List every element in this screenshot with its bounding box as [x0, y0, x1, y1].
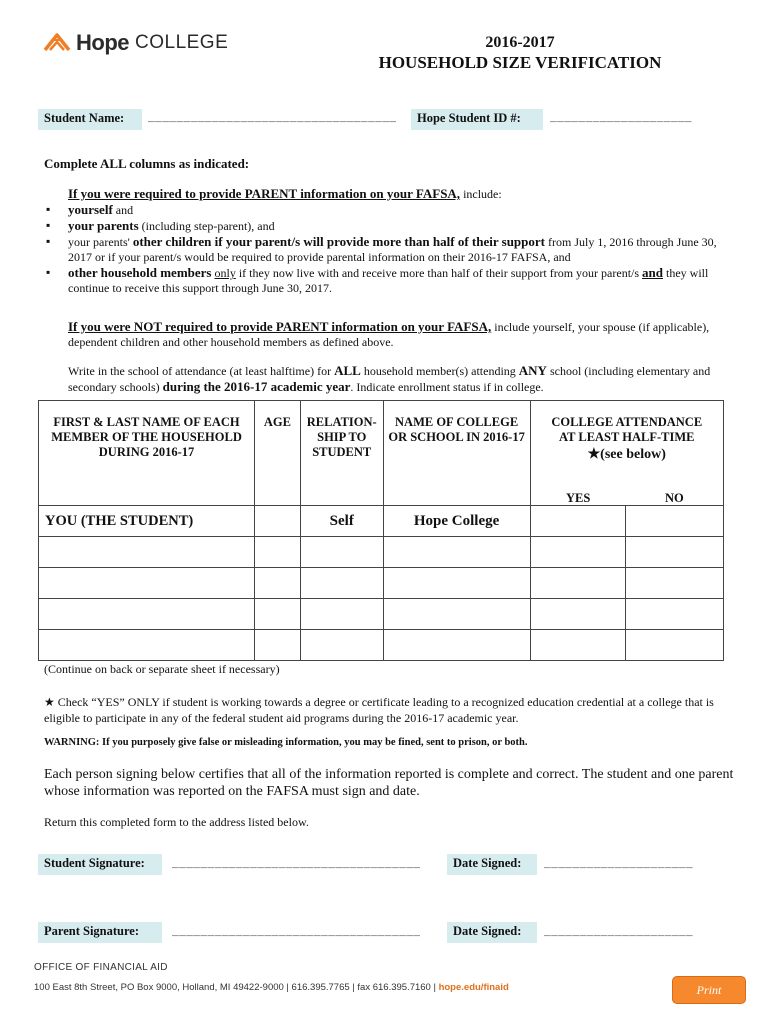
- parent-section: [68, 186, 728, 296]
- finaid-link[interactable]: hope.edu/finaid: [438, 982, 509, 993]
- member-college-cell[interactable]: [383, 568, 530, 599]
- logo-word-college: COLLEGE: [135, 32, 229, 53]
- check-yes-note: ★ Check “YES” ONLY if student is working towards a degree or certificate leading to a recognized education credential at a college that is eligible to participate in any of the federal student aid programs during the 2016-17 academic year.: [44, 695, 714, 725]
- member-relationship-cell[interactable]: [300, 537, 383, 568]
- return-text: Return this completed form to the address listed below.: [44, 815, 309, 829]
- row-student-name: YOU (THE STUDENT): [39, 506, 255, 537]
- bullet-other-children: ▪ your parents' other children if your parent/s will provide more than half of their support from July 1, 2016 through June 30, 2017 or if your parent/s would be required to provide parental information on their 2016-17 FAFSA, and: [46, 234, 728, 265]
- household-table: [38, 400, 724, 661]
- bullet-parents: ▪ your parents (including step-parent), and: [46, 218, 728, 234]
- header-attendance: [530, 401, 724, 506]
- member-name-cell[interactable]: [39, 630, 255, 661]
- hope-college-logo: [42, 30, 228, 56]
- student-signature-field[interactable]: ___________________________________: [172, 859, 421, 871]
- member-college-cell[interactable]: [383, 630, 530, 661]
- form-title: HOUSEHOLD SIZE VERIFICATION: [378, 53, 662, 72]
- warning-text: WARNING: If you purposely give false or misleading information, you may be fined, sent to prison, or both.: [44, 737, 528, 748]
- table-row: [39, 506, 724, 537]
- row-student-no[interactable]: [626, 506, 724, 537]
- member-name-cell[interactable]: [39, 599, 255, 630]
- student-name-field[interactable]: ___________________________________: [148, 113, 397, 125]
- student-signature-label: Student Signature:: [38, 854, 162, 875]
- header-college: NAME OF COLLEGE OR SCHOOL IN 2016-17: [383, 401, 530, 506]
- not-parent-heading: If you were NOT required to provide PARENT information on your FAFSA,: [68, 319, 492, 334]
- complete-all-heading: Complete ALL columns as indicated:: [44, 156, 250, 171]
- continue-note: (Continue on back or separate sheet if necessary): [44, 662, 280, 676]
- member-relationship-cell[interactable]: [300, 599, 383, 630]
- attendance-label: COLLEGE ATTENDANCE AT LEAST HALF-TIME: [551, 415, 703, 444]
- parent-signature-field[interactable]: ___________________________________: [172, 927, 421, 939]
- table-row: [39, 537, 724, 568]
- parent-signature-label: Parent Signature:: [38, 922, 162, 943]
- anchor-logo-icon: [42, 30, 72, 56]
- member-yes-cell[interactable]: [530, 568, 626, 599]
- student-id-field[interactable]: ____________________: [550, 113, 693, 125]
- see-below-note: ★(see below): [587, 447, 666, 462]
- yes-column-label: YES: [565, 491, 591, 505]
- parent-heading-tail: include:: [460, 187, 502, 201]
- member-no-cell[interactable]: [626, 599, 724, 630]
- member-relationship-cell[interactable]: [300, 630, 383, 661]
- member-name-cell[interactable]: [39, 568, 255, 599]
- not-parent-section: [68, 319, 728, 350]
- table-row: [39, 568, 724, 599]
- member-yes-cell[interactable]: [530, 599, 626, 630]
- member-no-cell[interactable]: [626, 537, 724, 568]
- form-year: 2016-2017: [485, 34, 555, 51]
- row-student-college: Hope College: [383, 506, 530, 537]
- member-college-cell[interactable]: [383, 599, 530, 630]
- student-date-field[interactable]: _____________________: [544, 859, 694, 871]
- member-no-cell[interactable]: [626, 568, 724, 599]
- write-in-instructions: Write in the school of attendance (at least halftime) for ALL household member(s) attending ANY school (including elementary and secondary schools) during the 2016-17 academic year. Indicate enrollment status if in college.: [68, 363, 711, 394]
- member-yes-cell[interactable]: [530, 537, 626, 568]
- member-college-cell[interactable]: [383, 537, 530, 568]
- office-address: 100 East 8th Street, PO Box 9000, Holland, MI 49422-9000 | 616.395.7765 | fax 616.395.7160 | hope.edu/finaid: [34, 982, 509, 993]
- member-age-cell[interactable]: [255, 599, 301, 630]
- member-no-cell[interactable]: [626, 630, 724, 661]
- table-row: [39, 630, 724, 661]
- member-name-cell[interactable]: [39, 537, 255, 568]
- no-column-label: NO: [665, 491, 684, 505]
- certify-text: Each person signing below certifies that all of the information reported is complete and correct. The student and one parent whose information was reported on the FAFSA must sign and date.: [44, 767, 734, 799]
- print-button[interactable]: Print: [672, 976, 746, 1004]
- member-relationship-cell[interactable]: [300, 568, 383, 599]
- student-id-label: Hope Student ID #:: [411, 109, 543, 130]
- bullet-yourself: ▪ yourself and: [46, 202, 728, 218]
- bullet-other-members: ▪ other household members only if they now live with and receive more than half of their support from your parent/s and they will continue to receive this support through June 30, 2017.: [46, 265, 728, 296]
- parent-heading: If you were required to provide PARENT information on your FAFSA,: [68, 186, 461, 201]
- logo-word-hope: Hope: [76, 30, 129, 55]
- row-student-yes[interactable]: [530, 506, 626, 537]
- parent-date-label: Date Signed:: [447, 922, 537, 943]
- table-row: [39, 599, 724, 630]
- office-name: OFFICE OF FINANCIAL AID: [34, 962, 168, 973]
- student-date-label: Date Signed:: [447, 854, 537, 875]
- member-yes-cell[interactable]: [530, 630, 626, 661]
- parent-date-field[interactable]: _____________________: [544, 927, 694, 939]
- row-student-relationship: Self: [300, 506, 383, 537]
- member-age-cell[interactable]: [255, 537, 301, 568]
- member-age-cell[interactable]: [255, 630, 301, 661]
- header-relationship: RELATION-SHIP TO STUDENT: [300, 401, 383, 506]
- row-student-age[interactable]: [255, 506, 301, 537]
- header-age: AGE: [255, 401, 301, 506]
- member-age-cell[interactable]: [255, 568, 301, 599]
- not-parent-tail: include yourself, your spouse (if applicable), dependent children and other household members as defined above.: [68, 320, 710, 349]
- header-name: FIRST & LAST NAME OF EACH MEMBER OF THE HOUSEHOLD DURING 2016-17: [39, 401, 255, 506]
- student-name-label: Student Name:: [38, 109, 142, 130]
